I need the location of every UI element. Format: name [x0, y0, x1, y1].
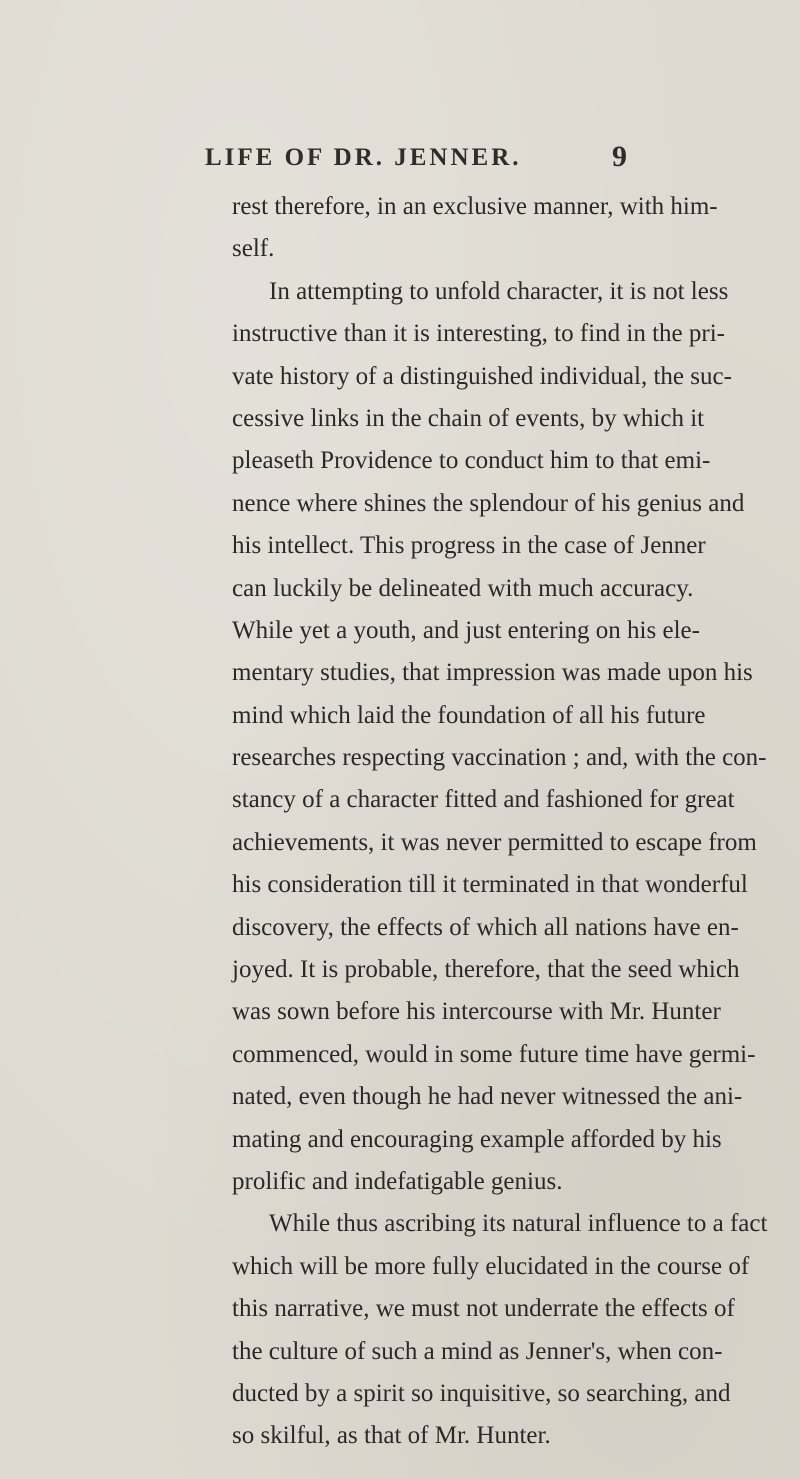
paragraph-first-line: While thus ascribing its natural influence to a fact	[269, 1210, 768, 1238]
running-head	[0, 138, 800, 178]
text-line: achievements, it was never permitted to escape from	[232, 828, 757, 856]
text-line: vate history of a distinguished individual, the suc-	[232, 362, 732, 390]
text-line: rest therefore, in an exclusive manner, with him-	[232, 193, 718, 220]
text-line: so skilful, as that of Mr. Hunter.	[232, 1422, 551, 1450]
text-line: his intellect. This progress in the case of Jenner	[232, 532, 706, 560]
text-line: prolific and indefatigable genius.	[232, 1167, 563, 1195]
text-line: While yet a youth, and just entering on his ele-	[232, 616, 700, 644]
text-line: joyed. It is probable, therefore, that the seed which	[232, 956, 740, 984]
page-number: 9	[612, 140, 627, 173]
text-line: this narrative, we must not underrate the effects of	[232, 1295, 735, 1323]
text-line: can luckily be delineated with much accuracy.	[232, 574, 694, 602]
text-line: which will be more fully elucidated in the course of	[232, 1252, 750, 1280]
text-line: discovery, the effects of which all nations have en-	[232, 913, 739, 941]
paragraph-first-line: In attempting to unfold character, it is not less	[269, 277, 729, 305]
body-text	[232, 186, 768, 1458]
text-line: was sown before his intercourse with Mr. Hunter	[232, 998, 721, 1026]
text-line: instructive than it is interesting, to find in the pri-	[232, 320, 725, 348]
text-line: the culture of such a mind as Jenner's, when con-	[232, 1337, 723, 1365]
text-line: mind which laid the foundation of all his future	[232, 701, 706, 729]
text-line: pleaseth Providence to conduct him to that emi-	[232, 447, 711, 475]
text-line: nated, even though he had never witnessed the ani-	[232, 1083, 743, 1111]
text-line: commenced, would in some future time have germi-	[232, 1040, 756, 1068]
running-title: LIFE OF DR. JENNER.	[205, 144, 522, 171]
text-line: mating and encouraging example afforded by his	[232, 1125, 722, 1153]
text-line: nence where shines the splendour of his genius and	[232, 489, 745, 517]
text-line: cessive links in the chain of events, by which it	[232, 404, 705, 432]
text-line: self.	[232, 235, 275, 263]
text-line: stancy of a character fitted and fashioned for great	[232, 786, 735, 814]
text-line: mentary studies, that impression was made upon his	[232, 659, 753, 687]
text-line: his consideration till it terminated in that wonderful	[232, 871, 748, 899]
text-line: ducted by a spirit so inquisitive, so searching, and	[232, 1379, 731, 1407]
text-line: researches respecting vaccination ; and, with the con-	[232, 744, 767, 772]
